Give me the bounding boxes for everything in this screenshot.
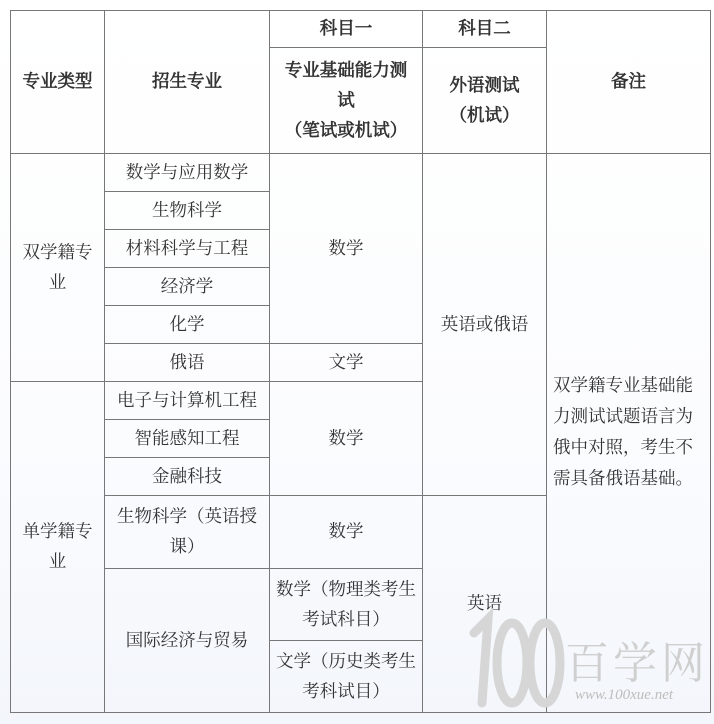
watermark-text: 百学网	[565, 638, 709, 689]
subject2-cell: 英语	[423, 496, 547, 713]
header-major: 招生专业	[105, 11, 270, 154]
major-cell: 化学	[105, 306, 270, 344]
group-double: 双学籍专业	[11, 154, 105, 382]
header-subject1: 科目一	[270, 11, 423, 48]
major-cell: 材料科学与工程	[105, 230, 270, 268]
header-type: 专业类型	[11, 11, 105, 154]
header-subject1-desc: 专业基础能力测 试 （笔试或机试）	[270, 48, 423, 154]
subject1-cell: 数学	[270, 154, 423, 344]
watermark-url: www.100xue.net	[575, 687, 674, 703]
major-cell: 数学与应用数学	[105, 154, 270, 192]
admission-table	[10, 10, 711, 713]
major-cell: 电子与计算机工程	[105, 382, 270, 420]
subject1-cell: 数学	[270, 382, 423, 496]
major-cell: 智能感知工程	[105, 420, 270, 458]
major-cell: 经济学	[105, 268, 270, 306]
major-cell: 国际经济与贸易	[105, 569, 270, 713]
header-row-1	[11, 11, 711, 48]
major-cell: 生物科学	[105, 192, 270, 230]
subject2-cell: 英语或俄语	[423, 154, 547, 496]
major-cell: 俄语	[105, 344, 270, 382]
subject1-cell: 文学	[270, 344, 423, 382]
header-subject2: 科目二	[423, 11, 547, 48]
group-single: 单学籍专业	[11, 382, 105, 713]
header-subject2-desc: 外语测试 （机试）	[423, 48, 547, 154]
table-row	[11, 154, 711, 192]
subject1-cell: 数学	[270, 496, 423, 569]
major-cell: 金融科技	[105, 458, 270, 496]
major-cell: 生物科学（英语授课）	[105, 496, 270, 569]
subject1-cell: 数学（物理类考生考试科目）	[270, 569, 423, 641]
subject1-cell: 文学（历史类考生考科试目）	[270, 641, 423, 713]
note-cell: 双学籍专业基础能力测试试题语言为俄中对照，考生不需具备俄语基础。	[547, 154, 711, 713]
header-note: 备注	[547, 11, 711, 154]
